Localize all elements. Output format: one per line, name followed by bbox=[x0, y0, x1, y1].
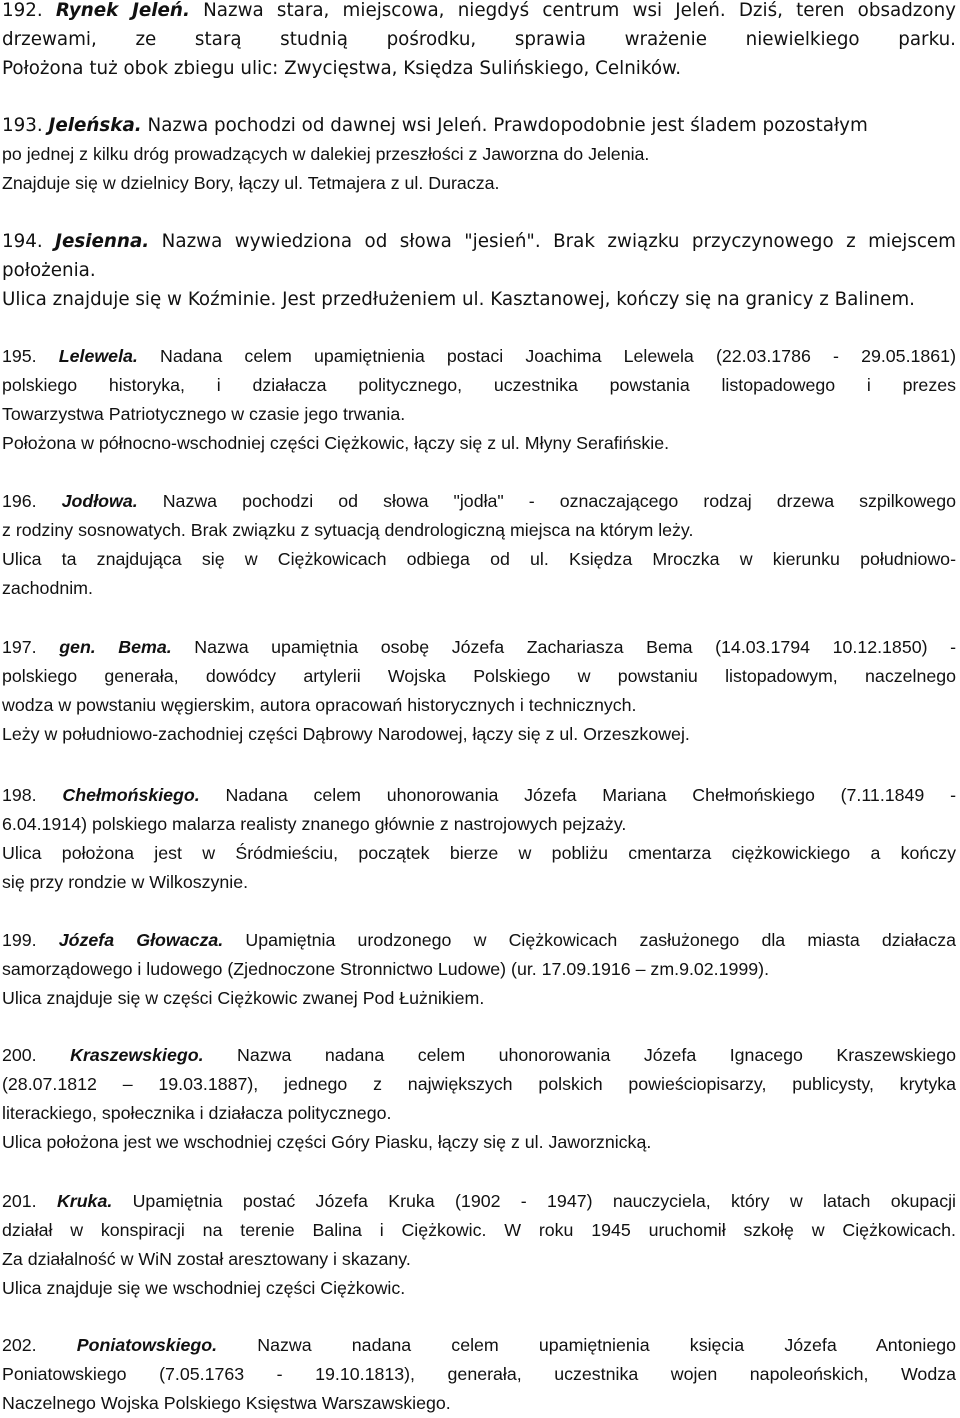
entry-text: Nazwa stara, miejscowa, niegdyś centrum wsi Jeleń. Dziś, teren obsadzony bbox=[189, 0, 956, 21]
entry-street-name: Jodłowa. bbox=[61, 491, 138, 511]
entry-line bbox=[2, 227, 956, 256]
entry-text: Nazwa pochodzi od słowa "jodła" - oznaczającego rodzaj drzewa szpilkowego bbox=[137, 491, 956, 511]
entry-line: Położona w północno-wschodniej części Ciężkowic, łączy się z ul. Młyny Serafińskie. bbox=[2, 433, 670, 453]
entry-number: 200. bbox=[2, 1045, 37, 1065]
entry-number: 199. bbox=[2, 930, 37, 950]
entry-text: Nazwa pochodzi od dawnej wsi Jeleń. Prawdopodobnie jest śladem pozostałym bbox=[141, 115, 868, 136]
entry-line bbox=[2, 487, 956, 516]
entry-line: Za działalność w WiN został aresztowany i skazany. bbox=[2, 1249, 411, 1269]
entry-line: polskiego historyka, i działacza politycznego, uczestnika powstania listopadowego i prezes bbox=[2, 375, 956, 395]
entry-line: z rodziny sosnowatych. Brak związku z sytuacją dendrologiczną miejsca na którym leży. bbox=[2, 520, 694, 540]
entry-street-name: Lelewela. bbox=[58, 346, 138, 366]
entry-line: wodza w powstaniu węgierskim, autora opracowań historycznych i technicznych. bbox=[2, 695, 637, 715]
entry-line: Znajduje się w dzielnicy Bory, łączy ul. Tetmajera z ul. Duracza. bbox=[2, 173, 500, 193]
entry-number: 192. bbox=[2, 0, 43, 21]
entry-line: Towarzystwa Patriotycznego w czasie jego trwania. bbox=[2, 404, 406, 424]
entry-line: polskiego generała, dowódcy artylerii Wojska Polskiego w powstaniu listopadowym, naczelnego bbox=[2, 666, 956, 686]
entry-text: Nazwa upamiętnia osobę Józefa Zachariasza Bema (14.03.1794 10.12.1850) - bbox=[171, 637, 956, 657]
entry-line bbox=[2, 1331, 956, 1360]
entry-street-name: Poniatowskiego. bbox=[76, 1335, 218, 1355]
entry-line bbox=[2, 926, 956, 955]
entry-line bbox=[2, 633, 956, 662]
entry-202 bbox=[2, 1331, 956, 1418]
entry-196 bbox=[2, 487, 956, 603]
entry-number: 201. bbox=[2, 1191, 37, 1211]
entry-line: Ulica ta znajdująca się w Ciężkowicach odbiega od ul. Księdza Mroczka w kierunku południowo- bbox=[2, 549, 956, 569]
entry-text: Nadana celem uhonorowania Józefa Mariana Chełmońskiego (7.11.1849 - bbox=[199, 785, 956, 805]
entry-street-name: Jesienna. bbox=[55, 231, 150, 252]
entry-192 bbox=[2, 0, 956, 83]
entry-street-name: Chełmońskiego. bbox=[62, 785, 200, 805]
entry-201 bbox=[2, 1187, 956, 1303]
entry-199 bbox=[2, 926, 956, 1013]
entry-line: Ulica znajduje się w Koźminie. Jest przedłużeniem ul. Kasztanowej, kończy się na granicy z Balinem. bbox=[2, 289, 915, 310]
entry-line: zachodnim. bbox=[2, 578, 93, 598]
entry-198 bbox=[2, 781, 956, 897]
entry-line: Poniatowskiego (7.05.1763 - 19.10.1813), generała, uczestnika wojen napoleońskich, Wodza bbox=[2, 1364, 956, 1384]
entry-line: się przy rondzie w Wilkoszynie. bbox=[2, 872, 249, 892]
entry-number: 195. bbox=[2, 346, 37, 366]
entry-text: Nazwa wywiedziona od słowa "jesień". Brak związku przyczynowego z miejscem bbox=[149, 231, 956, 252]
entry-number: 194. bbox=[2, 231, 43, 252]
entry-text: Nadana celem upamiętnienia postaci Joachima Lelewela (22.03.1786 - 29.05.1861) bbox=[137, 346, 956, 366]
entry-197 bbox=[2, 633, 956, 749]
entry-number: 198. bbox=[2, 785, 37, 805]
entry-line bbox=[2, 781, 956, 810]
entry-line: samorządowego i ludowego (Zjednoczone Stronnictwo Ludowe) (ur. 17.09.1916 – zm.9.02.1999). bbox=[2, 959, 770, 979]
entry-line: działał w konspiracji na terenie Balina i Ciężkowic. W roku 1945 uruchomił szkołę w Ciężkowicach. bbox=[2, 1220, 956, 1240]
entry-number: 196. bbox=[2, 491, 37, 511]
entry-line: Położona tuż obok zbiegu ulic: Zwycięstwa, Księdza Sulińskiego, Celników. bbox=[2, 58, 682, 79]
entry-street-name: gen. Bema. bbox=[59, 637, 172, 657]
entry-text: Nazwa nadana celem uhonorowania Józefa Ignacego Kraszewskiego bbox=[203, 1045, 956, 1065]
entry-text: Upamiętnia urodzonego w Ciężkowicach zasłużonego dla miasta działacza bbox=[223, 930, 956, 950]
entry-street-name: Rynek Jeleń. bbox=[55, 0, 190, 21]
entry-number: 197. bbox=[2, 637, 37, 657]
entry-line: Ulica położona jest w Śródmieściu, początek bierze w pobliżu cmentarza ciężkowickiego a kończy bbox=[2, 843, 956, 863]
entry-number: 193. bbox=[2, 115, 43, 136]
entry-line bbox=[2, 1187, 956, 1216]
entry-line: drzewami, ze starą studnią pośrodku, sprawia wrażenie niewielkiego parku. bbox=[2, 29, 956, 50]
entry-line: literackiego, społecznika i działacza politycznego. bbox=[2, 1103, 392, 1123]
entry-line: 6.04.1914) polskiego malarza realisty znanego głównie z nastrojowych pejzaży. bbox=[2, 814, 627, 834]
entry-195 bbox=[2, 342, 956, 458]
entry-193 bbox=[2, 111, 956, 198]
entry-text: Nazwa nadana celem upamiętnienia księcia Józefa Antoniego bbox=[217, 1335, 956, 1355]
entry-line bbox=[2, 0, 956, 25]
entry-line: Ulica znajduje się w części Ciężkowic zwanej Pod Łużnikiem. bbox=[2, 988, 485, 1008]
entry-line: (28.07.1812 – 19.03.1887), jednego z największych polskich powieściopisarzy, publicysty, krytyka bbox=[2, 1074, 956, 1094]
entry-line: po jednej z kilku dróg prowadzących w dalekiej przeszłości z Jaworzna do Jelenia. bbox=[2, 144, 650, 164]
entry-street-name: Józefa Głowacza. bbox=[58, 930, 224, 950]
entry-street-name: Kraszewskiego. bbox=[70, 1045, 204, 1065]
entry-line: Leży w południowo-zachodniej części Dąbrowy Narodowej, łączy się z ul. Orzeszkowej. bbox=[2, 724, 690, 744]
entry-number: 202. bbox=[2, 1335, 37, 1355]
entry-200 bbox=[2, 1041, 956, 1157]
entry-line: Ulica położona jest we wschodniej części Góry Piasku, łączy się z ul. Jaworznicką. bbox=[2, 1132, 652, 1152]
entry-street-name: Jeleńska. bbox=[48, 115, 142, 136]
entry-line bbox=[2, 111, 956, 140]
entry-line bbox=[2, 342, 956, 371]
entry-line bbox=[2, 1041, 956, 1070]
entry-line: Naczelnego Wojska Polskiego Księstwa Warszawskiego. bbox=[2, 1393, 451, 1413]
entry-street-name: Kruka. bbox=[56, 1191, 113, 1211]
entry-194 bbox=[2, 227, 956, 314]
entry-line: położenia. bbox=[2, 260, 96, 281]
entry-text: Upamiętnia postać Józefa Kruka (1902 - 1947) nauczyciela, który w latach okupacji bbox=[112, 1191, 956, 1211]
entry-line: Ulica znajduje się we wschodniej części Ciężkowic. bbox=[2, 1278, 406, 1298]
